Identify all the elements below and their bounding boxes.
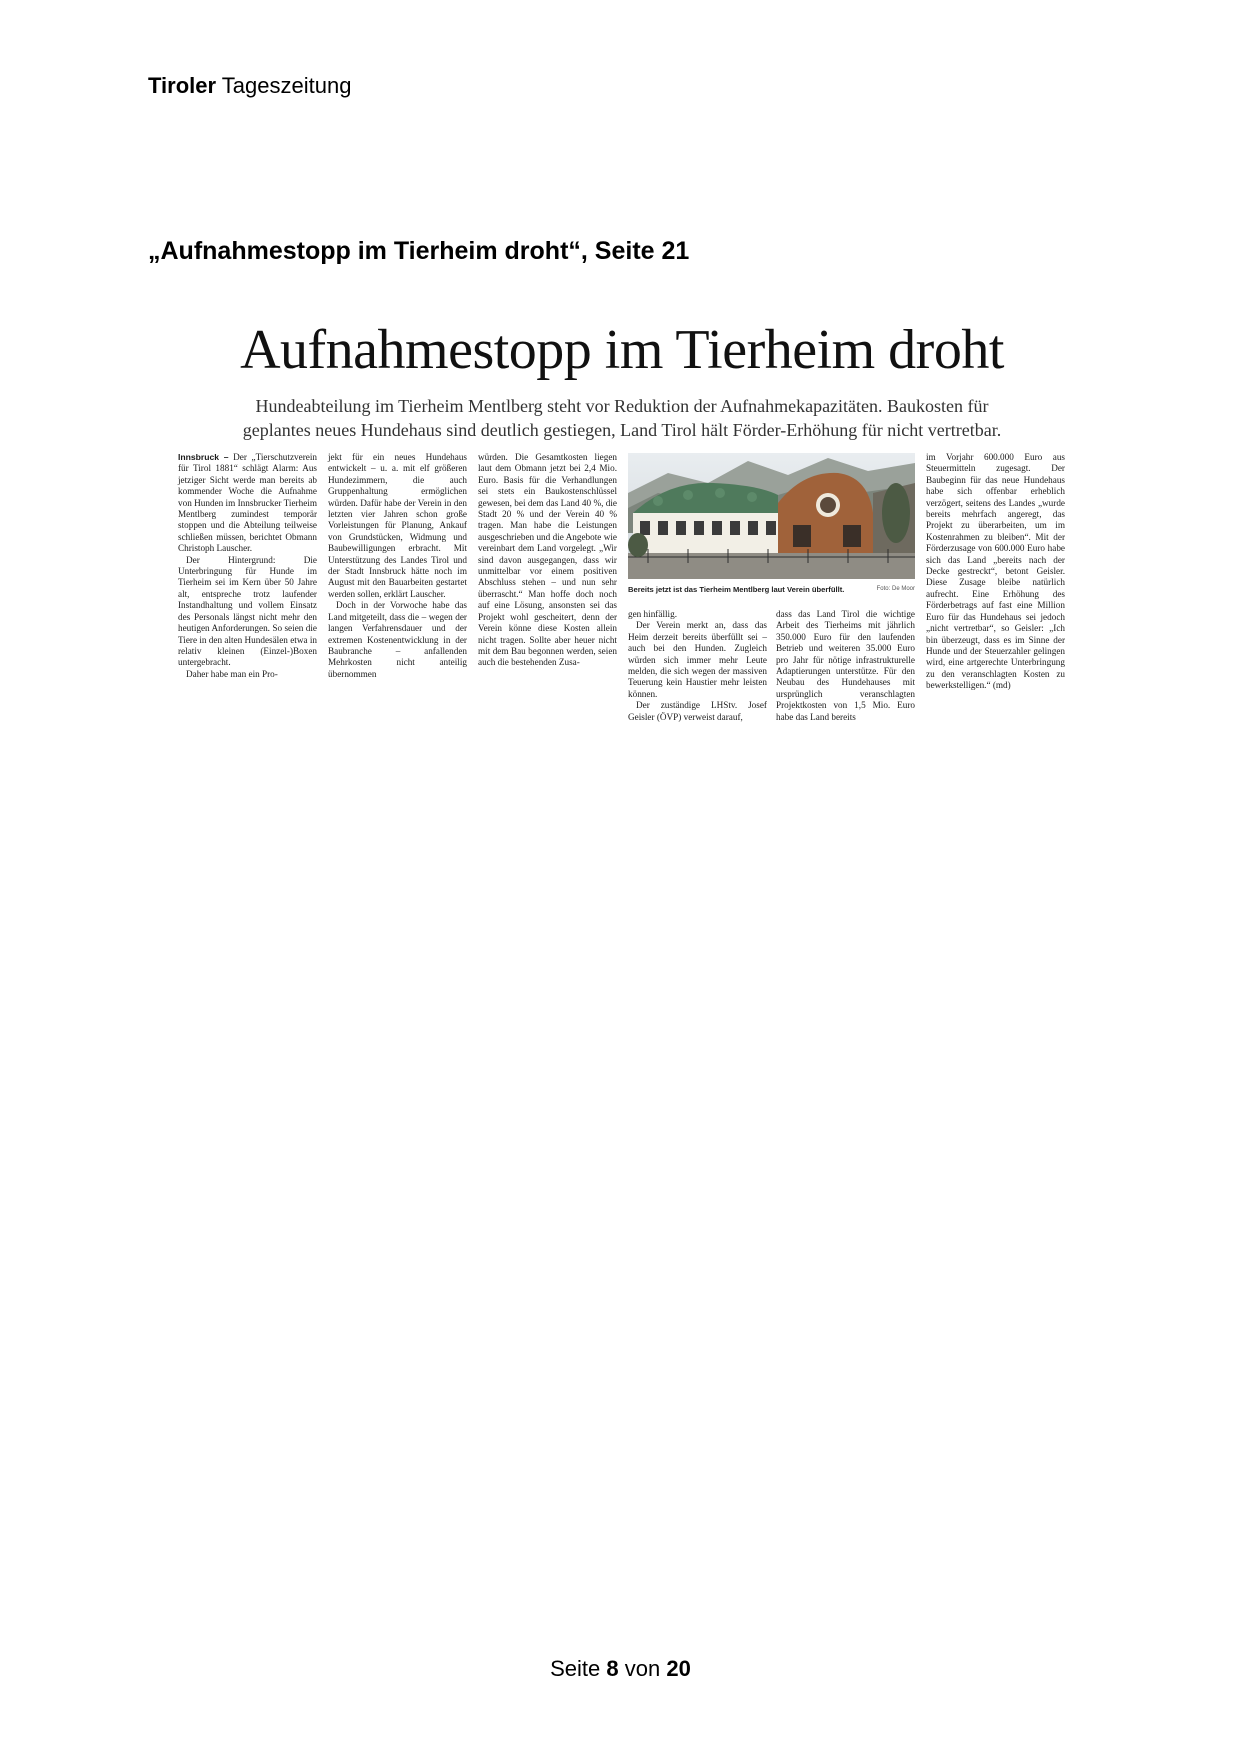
article-reference: „Aufnahmestopp im Tierheim droht“, Seite 21 [148, 237, 690, 265]
column-1-paragraph-1: Der „Tierschutzverein für Tirol 1881“ schlägt Alarm: Aus jetziger Sicht werde man bereits ab kommender Woche die Aufnahme von Hunden im Innsbrucker Tierheim Mentlberg zumindest temporär stoppen und die Abteilung teilweise schließen müssen, berichtet Obmann Christoph Lauscher. [178, 452, 317, 554]
newspaper-clipping [176, 318, 1068, 750]
publication-name [148, 73, 351, 99]
column-4-paragraph-2: Der Verein merkt an, dass das Heim derzeit bereits überfüllt sei – auch bei den Hunden. Zugleich würden sich immer mehr Leute melden, die sich wegen der massiven Teuerung kein Haustier mehr leisten können. [628, 620, 767, 699]
column-1-paragraph-2: Der Hintergrund: Die Unterbringung für Hunde im Tierheim sei im Kern über 50 Jahre alt, entspreche trotz laufender Instandhaltung und vollem Einsatz des Personals längst nicht mehr den heutigen Anforderungen. So seien die Tiere in den alten Hundesälen etwa in relativ kleinen (Einzel-)Boxen untergebracht. [178, 554, 317, 668]
footer-page-total: 20 [666, 1656, 691, 1681]
column-4-paragraph-3: Der zuständige LHStv. Josef Geisler (ÖVP) verweist darauf, [628, 700, 767, 722]
column-3-paragraph-1: würden. Die Gesamtkosten liegen laut dem Obmann jetzt bei 2,4 Mio. Euro. Basis für die Verhandlungen sei stets ein Baukostenschlüssel gewesen, bei dem das Land 40 %, die Stadt 20 % und der Verein 40 % tragen. Man habe die Leistungen ausgeschrieben und die Angebote wie vereinbart dem Land vorgelegt. „Wir sind davon ausgegangen, dass wir unmittelbar vor einem positiven Abschluss stehen – und nun sehr überrascht.“ Man hoffe doch noch auf eine Lösung, ansonsten sei das Projekt wohl gescheitert, denn der Verein könne diese Kosten allein nicht tragen. Sollte aber heuer nicht mit dem Bau begonnen werden, seien auch die bestehenden Zusa- [478, 452, 617, 668]
subheadline-line-2: geplantes neues Hundehaus sind deutlich gestiegen, Land Tirol hält Förder-Erhöhung für nicht vertretbar. [242, 420, 1002, 440]
article-column-1 [178, 452, 317, 680]
subheadline-line-1: Hundeabteilung im Tierheim Mentlberg steht vor Reduktion der Aufnahmekapazitäten. Baukosten für [255, 396, 989, 416]
footer-page-current: 8 [606, 1656, 619, 1681]
column-6-paragraph-1: im Vorjahr 600.000 Euro aus Steuermitteln zugesagt. Der Baubeginn für das neue Hundehaus habe sich offenbar erheblich verzögert, seitens des Landes „wurde bereits mehrfach angeregt, das Projekt zu überarbeiten, um im Kostenrahmen zu bleiben“. Mit der Förderzusage von 600.000 Euro habe sich das Land „bereits nach der Decke gestreckt“, betont Geisler. Diese Zusage bleibe natürlich aufrecht. Eine Erhöhung des Förderbetrags auf fast eine Million Euro für das Hundehaus sei jedoch „nicht vertretbar“, so Geisler: „Ich bin überzeugt, dass es im Sinne der Hunde und der Steuerzahler gelingen wird, eine artgerechte Unterbringung zu den veranschlagten Kosten zu bewerkstelligen.“ (md) [926, 452, 1065, 691]
article-column-4 [628, 609, 767, 723]
tierheim-photo [628, 453, 915, 579]
article-headline: Aufnahmestopp im Tierheim droht [240, 319, 1004, 381]
column-5-paragraph-1: dass das Land Tirol die wichtige Arbeit des Tierheims mit jährlich 350.000 Euro für den laufenden Betrieb und weiteren 35.000 Euro pro Jahr für nötige infrastrukturelle Adaptierungen unterstütze. Für den Neubau des Hundehauses mit ursprünglich veranschlagten Projektkosten von 1,5 Mio. Euro habe das Land bereits [776, 609, 915, 722]
photo-caption-row [628, 585, 915, 594]
article-subheadline [176, 394, 1068, 442]
column-2-paragraph-1: jekt für ein neues Hundehaus entwickelt – u. a. mit elf größeren Hundezimmern, die auch Gruppenhaltung ermöglichen würden. Dafür habe der Verein in den letzten vier Jahren schon große Vorleistungen für Planung, Ankauf von Grundstücken, Widmung und Baubewilligungen erbracht. Mit Unterstützung des Landes Tirol und der Stadt Innsbruck hätte noch im August mit den Bauarbeiten gestartet werden sollen, erklärt Lauscher. [328, 452, 467, 599]
footer-page-word: Seite [550, 1656, 601, 1681]
publication-name-bold: Tiroler [148, 73, 217, 98]
footer-of-word: von [624, 1656, 661, 1681]
article-column-3 [478, 452, 617, 669]
photo-credit: Foto: De Moor [876, 586, 915, 592]
article-column-6 [926, 452, 1065, 692]
column-1-paragraph-3: Daher habe man ein Pro- [186, 668, 278, 679]
publication-name-rest: Tageszeitung [221, 73, 352, 98]
article-column-5 [776, 609, 915, 723]
column-4-paragraph-1: gen hinfällig. [628, 609, 677, 619]
column-2-paragraph-2: Doch in der Vorwoche habe das Land mitgeteilt, dass die – wegen der langen Verfahrensdauer und der extremen Kostenentwicklung in der Baubranche – anfallenden Mehrkosten nicht anteilig übernommen [328, 600, 467, 679]
page-footer [0, 1656, 1241, 1682]
dateline: Innsbruck – [178, 452, 229, 462]
article-column-2 [328, 452, 467, 680]
tierheim-building-illustration [628, 453, 915, 579]
photo-caption: Bereits jetzt ist das Tierheim Mentlberg laut Verein überfüllt. [628, 585, 845, 594]
